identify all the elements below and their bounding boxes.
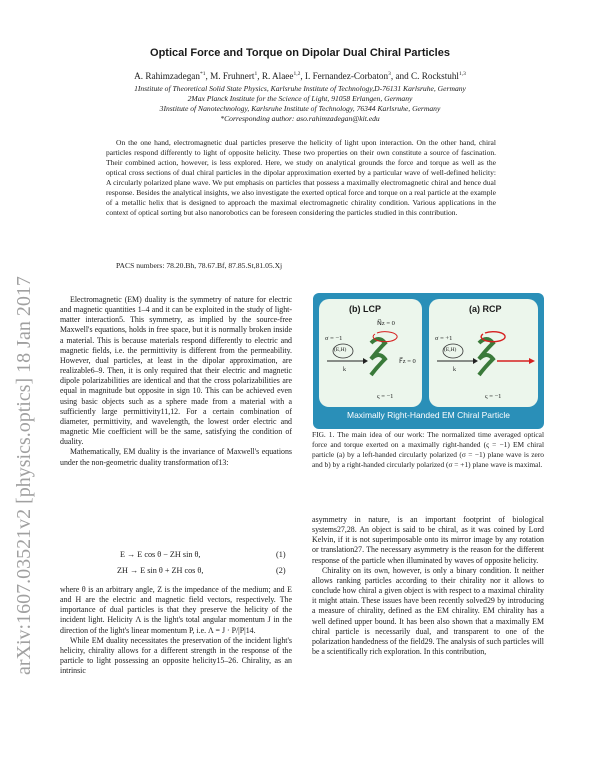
arxiv-stamp <box>2 160 42 680</box>
lcp-chi: ς = −1 <box>377 393 394 400</box>
pacs-numbers: PACS numbers: 78.20.Bh, 78.67.Bf, 87.85.St,81.05.Xj <box>116 261 283 270</box>
corresponding-author: *Corresponding author: aso.rahimzadegan@kit.edu <box>220 114 380 123</box>
k-arrow-head <box>363 358 368 364</box>
paragraph: Chirality on its own, however, is only a binary condition. It neither allows ranking particles according to their chirality nor it allows to conclude how chiral a given object is with respect to a maximal chirality it might attain. These issues have been recently solved29 by introducing a measure of chirality, defined as the EM chirality. EM chirality has a well defined upper bound. It has been also shown that a maximally EM chiral particle is necessarily dual, and transparent to one of the polarization handedness of the field29. The analysis of such particles will be a scientifically rich exploration. In this contribution, <box>312 565 544 657</box>
right-column <box>312 515 544 657</box>
affiliation-2: 2Max Planck Institute for the Science of Light, 91058 Erlangen, Germany <box>187 94 413 103</box>
figure-caption: FIG. 1. The main idea of our work: The normalized time averaged optical force and torque exerted on a maximally right-handed (ς = −1) EM chiral particle (a) by a left-handed circularly polarized (σ = −1) plane wave is zero and b) by a right-handed circularly polarized (σ = +1) plane wave is maximal. <box>312 430 544 469</box>
paper-title: Optical Force and Torque on Dipolar Dual Chiral Particles <box>150 47 450 59</box>
abstract <box>106 138 496 218</box>
affiliation-1: 1Institute of Theoretical Solid State Physics, Karlsruhe Institute of Technology,D-76131 Karlsruhe, Germany <box>134 84 466 93</box>
force-arrow-head <box>529 358 535 364</box>
rcp-label: (a) RCP <box>469 304 502 314</box>
lcp-panel <box>319 299 422 407</box>
figure-banner: Maximally Right-Handed EM Chiral Particle <box>347 410 510 420</box>
paragraph: Mathematically, EM duality is the invariance of Maxwell's equations under the non-geometric duality transformation of13: <box>60 447 292 467</box>
lcp-sigma: σ = −1 <box>325 335 343 342</box>
abstract-text: On the one hand, electromagnetic dual particles preserve the helicity of light upon interaction. On the other hand, chiral particles respond differently to light of opposite helicity. These two properties on their own constitute a source of fascination. Their combined action, however, is less explored. Here, we study on analytical grounds the force and torque as well as the optical cross sections of dual chiral particles in the dipolar approximation exerted by a particular wave of well-defined helicity: A circularly polarized plane wave. We put emphasis on particles that possess a maximally electromagnetic chiral and hence dual response. Besides the analytical insights, we also investigate the exerted optical force and torque on a real particle at the example of a metallic helix that is designed to approach the maximal electromagnetic chirality condition. Various applications in the context of optical sorting but also nanorobotics can be foreseen considering the particles studied in this contribution. <box>106 138 496 218</box>
k-arrow-head <box>473 358 478 364</box>
author-list: A. Rahimzadegan$^{*1}$, M. Fruhnert$^1$, R. Alaee$^{1,2}$, I. Fernandez-Corbaton$^3$, and C. Rockstuhl$^{1,3}$ <box>134 71 466 82</box>
lcp-label: (b) LCP <box>349 304 381 314</box>
affiliation-3: 3Institute of Nanotechnology, Karlsruhe Institute of Technology, 76344 Karlsruhe, Germany <box>159 104 441 113</box>
paragraph: asymmetry in nature, is an important footprint of biological systems27,28. An object is said to be chiral, as it was coined by Lord Kelvin, if it is not superimposable onto its mirror image by any rotation or translation27. The necessary asymmetry is the reason for the different response of the particle when illuminated by waves of opposite helicity. <box>312 515 544 565</box>
left-column-continued <box>60 585 292 676</box>
paragraph: While EM duality necessitates the preservation of the incident light's helicity, chirality allows for a different strength in the response of the particle to light possessing an opposite helicity15–26. Chirality, as an intrinsic <box>60 635 292 676</box>
lcp-k: k <box>343 367 346 373</box>
rcp-panel <box>429 299 538 407</box>
equation-2-number: (2) <box>276 566 286 575</box>
paragraph: where θ is an arbitrary angle, Z is the impedance of the medium; and E and H are the electric and magnetic field vectors, respectively. The importance of dual particles is that they preserve the helicity of the incident light. Helicity Λ is the light's total angular momentum J in the direction of the light's linear momentum P, i.e. Λ = J · P/|P|14. <box>60 585 292 635</box>
equation-1: E → E cos θ − ZH sin θ, <box>120 550 201 559</box>
rcp-eh: (E,H) <box>444 347 457 353</box>
rcp-k: k <box>453 367 456 373</box>
equation-2: ZH → E sin θ + ZH cos θ, <box>117 566 204 575</box>
paragraph: Electromagnetic (EM) duality is the symmetry of nature for electric and magnetic quantities 1–4 and it can be exploited in the study of light-matter interaction5. This symmetry, as implied by the source-free Maxwell's equations, holds in free space, but it is normally broken inside a material. This is because materials respond differently to electric and magnetic fields, i.e. the permittivity is different from the permeability. However, dual particles, at least in the dipolar approximation, are realizable6–9. Then, it is only required that their electric and magnetic dipole polarizabilities are identical and that the cross polarizabilities are equal in magnitude but opposite in sign 10. This can be achieved even using basic objects such as a sphere made from a material with a sufficiently large permittivity11,12. For a certain combination of diameter, permittivity, and wavelength, the lowest order electric and magnetic Mie coefficient will be the same, satisfying the condition of duality. <box>60 295 292 447</box>
rcp-chi: ς = −1 <box>485 393 502 400</box>
lcp-eh: (E,H) <box>334 347 347 353</box>
rcp-diagram <box>429 299 538 407</box>
equation-1-number: (1) <box>276 550 286 559</box>
figure-1 <box>313 293 544 429</box>
helix-icon <box>479 339 493 375</box>
left-column <box>60 295 292 468</box>
lcp-diagram <box>319 299 422 407</box>
helix-icon <box>371 339 385 375</box>
arxiv-stamp-text: arXiv:1607.03521v2 [physics.optics] 18 Jan 2017 <box>13 276 35 675</box>
lcp-torque: N⃗z = 0 <box>377 320 395 327</box>
lcp-force: F⃗z = 0 <box>399 358 416 365</box>
rcp-sigma: σ = +1 <box>435 335 453 342</box>
